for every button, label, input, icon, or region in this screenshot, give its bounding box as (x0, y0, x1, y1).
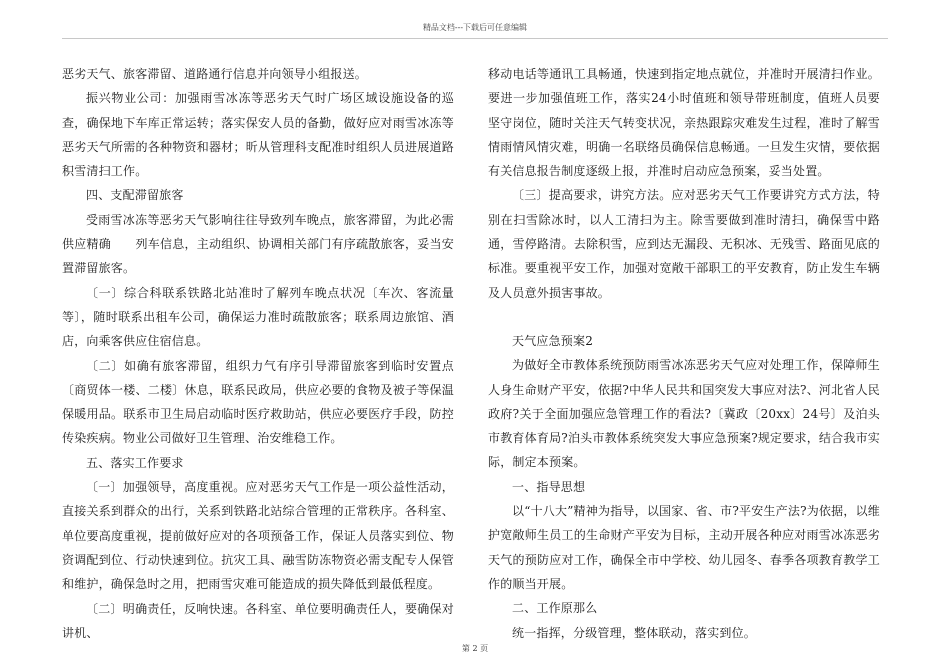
paragraph: 〔一〕加强领导，高度重视。应对恶劣天气工作是一项公益性活动，直接关系到群众的出行，关系到铁路北站综合管理的正常秩序。各科室、单位要高度重视，提前做好应对的各项预备工作，保证人员落实到位、物资调配到位、行动快速到位。抗灾工具、融雪防冻物资必需支配专人保管和维护，确保急时之用，把雨雪灾难可能造成的损失降低到最低程度。 (62, 480, 454, 592)
left-column (62, 62, 454, 645)
section-heading: 二、工作原那么 (512, 601, 598, 616)
right-column (488, 62, 880, 645)
section-title: 天气应急预案2 (512, 333, 594, 348)
paragraph: 〔三〕提高要求，讲究方法。应对恶劣天气工作要讲究方式方法，特别在扫雪除冰时，以人工清扫为主。除雪要做到准时清扫，确保雪中路通，雪停路清。去除积雪，应到达无漏段、无积冰、无残雪、路面见底的标准。要重视平安工作，加强对宽敞干部职工的平安教育，防止发生车辆及人员意外损害事故。 (488, 188, 880, 300)
page-header: 精品文档---下载后可任意编辑 (422, 23, 528, 32)
paragraph: 以“十八大”精神为指导，以国家、省、市?平安生产法?为依据，以维护宽敞师生员工的生命财产平安为目标，主动开展各种应对雨雪冰冻恶劣天气的预防应对工作，确保全市中学校、幼儿园冬、春季各项教育教学工作的顺当开展。 (488, 504, 880, 591)
paragraph: 〔二〕如确有旅客滞留，组织力气有序引导滞留旅客到临时安置点〔商贸体一楼、二楼〕休息，联系民政局，供应必要的食物及被子等保温保暖用品。联系市卫生局启动临时医疗救助站，供应必要医疗手段，防控传染疾病。物业公司做好卫生管理、治安维稳工作。 (62, 358, 454, 446)
paragraph: 统一指挥，分级管理，整体联动，落实到位。 (512, 625, 757, 640)
paragraph: 恶劣天气、旅客滞留、道路通行信息并向领导小组报送。 (62, 67, 368, 81)
paragraph: 为做好全市教体系统预防雨雪冰冻恶劣天气应对处理工作，保障师生人身生命财产平安，依据?中华人民共和国突发大事应对法?、河北省人民政府?关于全面加强应急管理工作的看法?〔冀政〔20xx〕24号〕及泊头市教育体育局?泊头市教体系统突发大事应急预案?规定要求，结合我市实际，制定本预案。 (488, 358, 880, 470)
page-number: 第 2 页 (461, 644, 489, 653)
paragraph: 〔二〕明确责任，反响快速。各科室、单位要明确责任人，要确保对讲机、 (62, 601, 454, 640)
paragraph: 〔一〕综合科联系铁路北站准时了解列车晚点状况〔车次、客流量等〕，随时联系出租车公司，确保运力准时疏散旅客；联系周边旅馆、酒店，向乘客供应住宿信息。 (62, 285, 454, 349)
paragraph: 受雨雪冰冻等恶劣天气影响往往导致列车晚点，旅客滞留，为此必需供应精确 列车信息，主动组织、协调相关部门有序疏散旅客，妥当安置滞留旅客。 (62, 212, 454, 276)
paragraph: 振兴物业公司：加强雨雪冰冻等恶劣天气时广场区域设施设备的巡查，确保地下车库正常运转；落实保安人员的备勤，做好应对雨雪冰冻等恶劣天气所需的各种物资和器材；昕从管理科支配准时组织人员进展道路积雪清扫工作。 (62, 91, 454, 179)
header-divider (62, 38, 888, 39)
section-heading: 四、支配滞留旅客 (86, 188, 184, 203)
section-heading: 一、指导思想 (512, 479, 586, 494)
section-heading: 五、落实工作要求 (86, 455, 184, 470)
paragraph: 移动电话等通讯工具畅通，快速到指定地点就位，并准时开展清扫作业。要进一步加强值班工作，落实24小时值班和领导带班制度，值班人员要坚守岗位，随时关注天气转变状况，亲热跟踪灾难发生过程，准时了解雪情雨情风情灾难，明确一名联络员确保信息畅通。一旦发生灾情，要依据有关信息报告制度逐级上报，并准时启动应急预案，妥当处置。 (488, 67, 880, 179)
